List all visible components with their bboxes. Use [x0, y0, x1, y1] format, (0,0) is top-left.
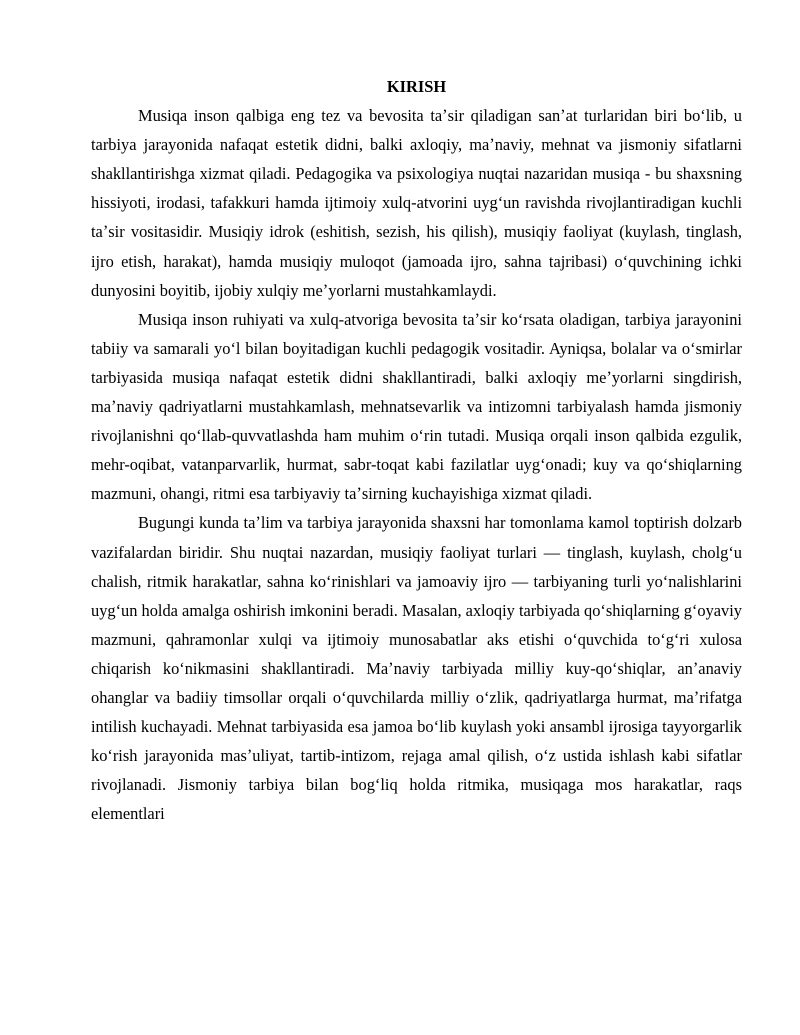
paragraph-3: Bugungi kunda taʼlim va tarbiya jarayonida shaxsni har tomonlama kamol toptirish dolzarb vazifalardan biridir. Shu nuqtai nazardan, musiqiy faoliyat turlari — tinglash, kuylash, cholgʻu chalish, ritmik harakatlar, sahna koʻrinishlari va jamoaviy ijro — tarbiyaning turli yoʻnalishlarini uygʻun holda amalga oshirish imkonini beradi. Masalan, axloqiy tarbiyada qoʻshiqlarning gʻoyaviy mazmuni, qahramonlar xulqi va ijtimoiy munosabatlar aks etishi oʻquvchida toʻgʻri xulosa chiqarish koʻnikmasini shakllantiradi. Maʼnaviy tarbiyada milliy kuy-qoʻshiqlar, anʼanaviy ohanglar va badiiy timsollar orqali oʻquvchilarda milliy oʻzlik, qadriyatlarga hurmat, maʼrifatga intilish kuchayadi. Mehnat tarbiyasida esa jamoa boʻlib kuylash yoki ansambl ijrosiga tayyorgarlik koʻrish jarayonida masʼuliyat, tartib-intizom, rejaga amal qilish, oʻz ustida ishlash kabi sifatlar rivojlanadi. Jismoniy tarbiya bilan bogʻliq holda ritmika, musiqaga mos harakatlar, raqs elementlari [91, 513, 742, 824]
paragraph-1: Musiqa inson qalbiga eng tez va bevosita taʼsir qiladigan sanʼat turlaridan biri boʻlib, u tarbiya jarayonida nafaqat estetik didni, balki axloqiy, maʼnaviy, mehnat va jismoniy sifatlarni shakllantirishga xizmat qiladi. Pedagogika va psixologiya nuqtai nazaridan musiqa - bu shaxsning hissiyoti, irodasi, tafakkuri hamda ijtimoiy xulq-atvorini uygʻun ravishda rivojlantiradigan kuchli taʼsir vositasidir. Musiqiy idrok (eshitish, sezish, his qilish), musiqiy faoliyat (kuylash, tinglash, ijro etish, harakat), hamda musiqiy muloqot (jamoada ijro, sahna tajribasi) oʻquvchining ichki dunyosini boyitib, ijobiy xulqiy meʼyorlarni mustahkamlaydi. [91, 106, 742, 300]
paragraph-2: Musiqa inson ruhiyati va xulq-atvoriga bevosita taʼsir koʻrsata oladigan, tarbiya jarayonini tabiiy va samarali yoʻl bilan boyitadigan kuchli pedagogik vositadir. Ayniqsa, bolalar va oʻsmirlar tarbiyasida musiqa nafaqat estetik didni shakllantiradi, balki axloqiy meʼyorlarni singdirish, maʼnaviy qadriyatlarni mustahkamlash, mehnatsevarlik va intizomni tarbiyalash hamda jismoniy rivojlanishni qoʻllab-quvvatlashda ham muhim oʻrin tutadi. Musiqa orqali inson qalbida ezgulik, mehr-oqibat, vatanparvarlik, hurmat, sabr-toqat kabi fazilatlar uygʻonadi; kuy va qoʻshiqlarning mazmuni, ohangi, ritmi esa tarbiyaviy taʼsirning kuchayishiga xizmat qiladi. [91, 309, 742, 504]
page-title: KIRISH [386, 77, 447, 96]
document-body [91, 72, 742, 828]
